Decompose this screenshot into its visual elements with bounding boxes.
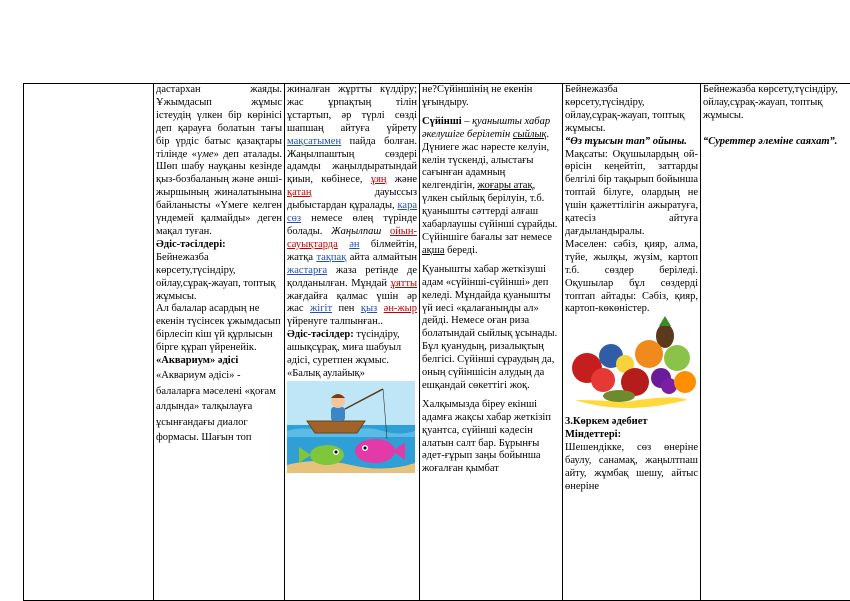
- methods-text-2: Әдіс-тәсілдер: түсіндіру, ашықсұрақ, миға шабуыл әдісі, суретпен жұмыс.: [287, 329, 402, 367]
- game-title-3: “Суреттер әлеміне саяхат”.: [703, 135, 838, 147]
- suiinshi-paragraph-2: Қуанышты хабар жеткізуші адам «сүйінші-сүйінші» деп келеді. Мұндайда қуанышты үй иесі «қалағаныңды ал» дейді. Немесе оған риза болатындай сыйлық ұсынады. Бұл қуанудың, ризалықтың белгісі. Сүйінші сұраудың да, оның сүйіншісін алудың да ешқандай сөкеттігі жоқ.: [422, 263, 558, 391]
- activity-cell-1: [154, 84, 285, 601]
- asar-text: дастархан жаяды. Ұжымдасып жұмыс істеудің үлкен бір көрінісі деп қарауға болатын тағы бір үрдіс батыс қазақтары тілінде «үме» деп аталады. Шөп шабу науқаны кезінде қыз-бозбаланың және әнші-жыршының жиналатынына байланысты «Үмеге келген үндемей қалмайды» деген мақал туған.: [156, 84, 282, 237]
- suiinshi-intro: не?Сүйіншінің не екенін ұғындыру.: [422, 84, 533, 108]
- activity-cell-3: [420, 84, 563, 601]
- activity-cell-2: [285, 84, 420, 601]
- activity-cell-4: [563, 84, 701, 601]
- section-heading: 3.Көркем әдебиет: [565, 416, 648, 428]
- empty-cell: [24, 84, 154, 601]
- tongue-twister-text: жиналған жұртты күлдіру; жас ұрпақтың тілін ұстартып, әр түрлі сөзді шапшаң айтуға үйрету мақсатымен пайда болған. Жаңылпаштың сөздері адамды жаңылдыратындай қиын, көбінесе, ұяң және қатаң дауыссыз дыбыстардан құралады, кара сөз немесе өлең түрінде болады. Жаңылпаш ойын-сауықтарда ән білмейтін, жатқа тақпақ айта алмайтын жастарға жаза ретінде де қолданылған. Мұндай ұятты жағдайға қалмас үшін әр жас жігіт пен қыз ән-жыр үйренуге талпынған..: [287, 84, 417, 328]
- methods-text-4: Бейнежазба көрсету,түсіндіру, ойлау,сұрақ-жауап, топтық жұмысы.: [703, 84, 838, 121]
- game-title: «Балық аулайық»: [287, 367, 365, 379]
- game-title-2: “Өз тұысын тап” ойыны.: [565, 135, 687, 147]
- methods-text-3: Бейнежазба көрсету,түсіндіру, ойлау,сұрақ-жауап, топтық жұмысы.: [565, 84, 685, 134]
- methods-text: Бейнежазба көрсету,түсіндіру, ойлау,сұрақ-жауап, топтық жұмысы.: [156, 251, 276, 302]
- tasks-text: Шешендікке, сөз өнеріне баулу, санамақ, жаңылтпаш айту, жұмбақ шешу, айтыс өнеріне: [565, 442, 698, 492]
- fruits-vegetables-illustration: [565, 316, 701, 416]
- suiinshi-paragraph-3: Халқымызда біреу екінші адамға жақсы хабар жеткізіп қуантса, сүйінші кәдесін алатын салт бар. Бұрынғы әдет-ғұрып заңы бойынша жоғалған қымбат: [422, 398, 551, 475]
- methods-heading: Әдіс-тәсілдері:: [156, 238, 226, 250]
- game-aim: Мақсаты: Оқушылардың ой-өрісін кеңейтіп, заттарды белгілі бір тақырып бойынша топтай білуге, олардың не үшін қажеттілігін ажыратуға, қатесіз айтуға дағдыландыралы.: [565, 148, 698, 237]
- aquarium-text: «Аквариум әдісі» - балаларға мәселені «қоғам алдында» талқылауға ұсынғандағы диалог формасы. Шағын топ: [156, 369, 276, 444]
- tasks-heading: Міндеттері:: [565, 429, 622, 441]
- asar-task-text: Ал балалар асардың не екенін түсінсек ұжымдасып бірлесіп кіш үй құрлысын бірге құрап үйренейік.: [156, 303, 281, 354]
- suiinshi-definition: Сүйінші – қуанышты хабар әкелушіге берілетін сыйлық. Дүниеге жас нәресте келуін, келін түскенді, алыстағы сағынған адамның келгендігін, жоғары атақ, үлкен сыйлық берілуін, т.б. қуанышты сәттерді алғаш хабарлаушы сүйінші сұрайды. Сүйіншіге бағалы зат немесе ақша береді.: [422, 115, 558, 256]
- activity-cell-5: [701, 84, 850, 601]
- game-example: Мәселен: сәбіз, қияр, алма, түйе, жылқы, жүзім, картоп т.б. сөздер беріледі. Оқушылар бұл сөздерді топтап айтады: Сәбіз, қияр, картоп-көкөністер.: [565, 238, 698, 315]
- lesson-plan-table: [23, 83, 850, 601]
- fishing-boy-illustration: [287, 381, 415, 473]
- aquarium-heading: «Аквариум» әдісі: [156, 355, 239, 367]
